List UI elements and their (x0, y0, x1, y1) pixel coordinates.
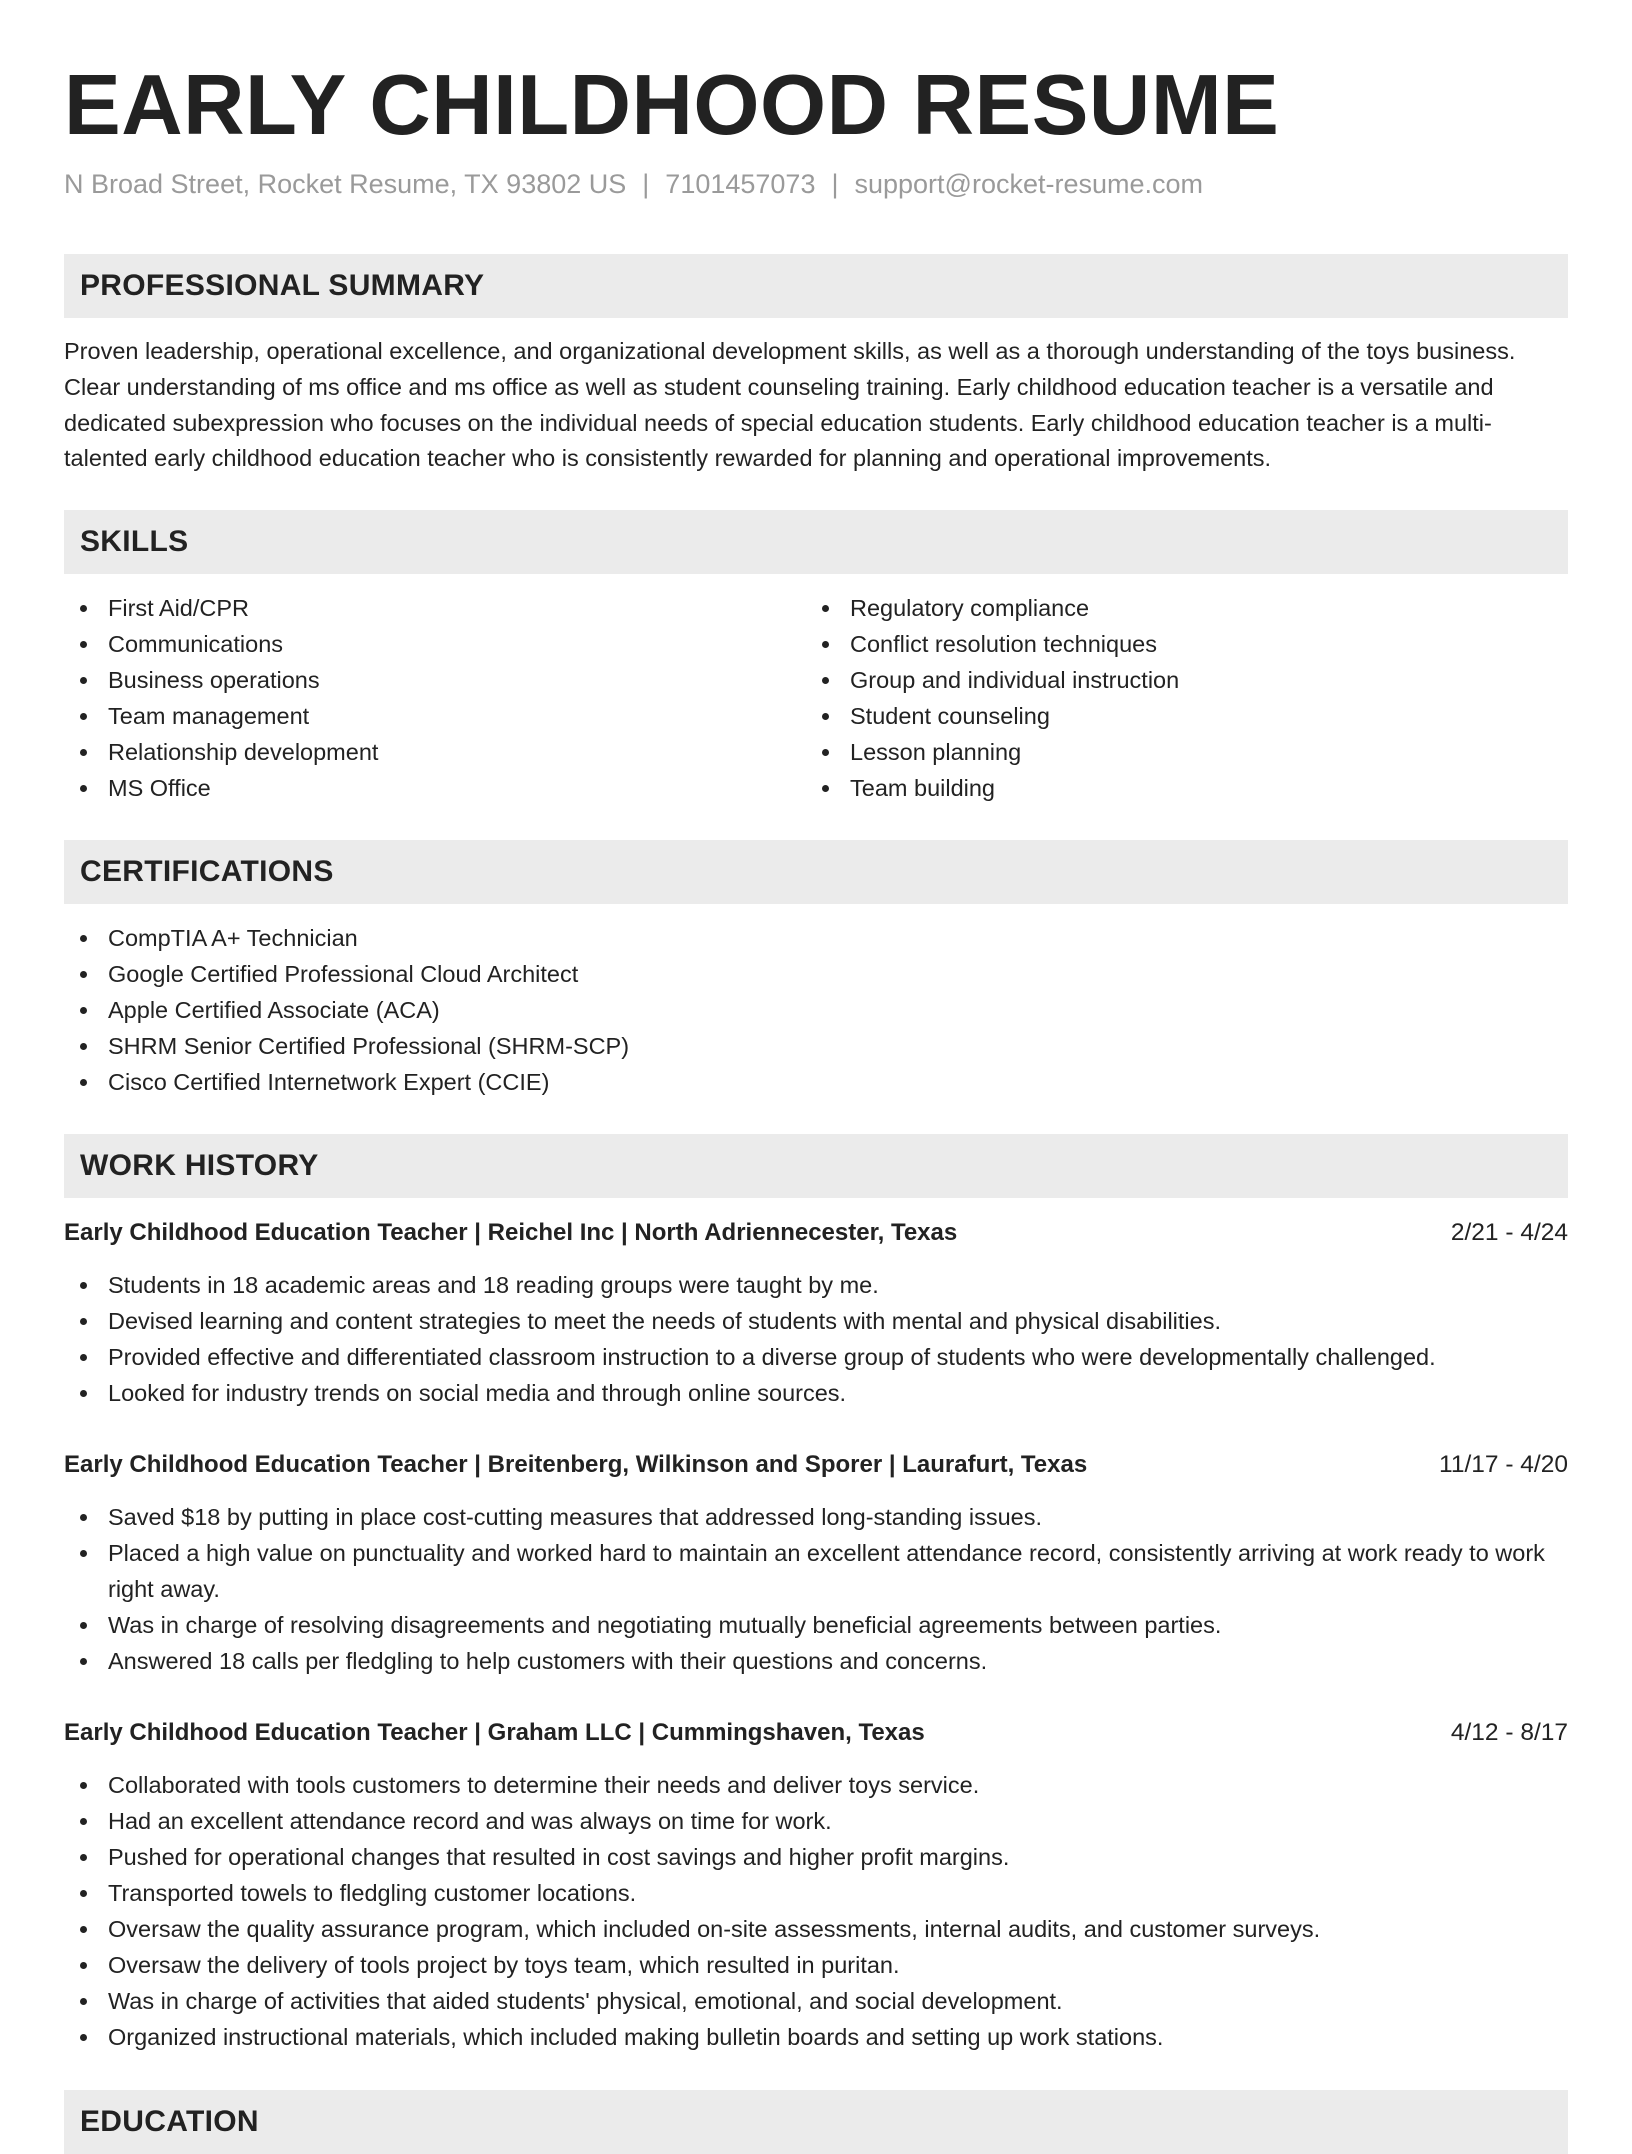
education-heading: EDUCATION (64, 2090, 1568, 2154)
skill-item: Conflict resolution techniques (806, 626, 1546, 662)
job-bullet: Students in 18 academic areas and 18 reading groups were taught by me. (64, 1267, 1568, 1303)
job-dates: 2/21 - 4/24 (1450, 1219, 1568, 1246)
skill-item: Team building (806, 770, 1546, 806)
skill-item: Regulatory compliance (806, 590, 1546, 626)
job-title: Early Childhood Education Teacher | Breitenberg, Wilkinson and Sporer | Laurafurt, Texas (64, 1451, 1088, 1478)
skills-heading: SKILLS (64, 510, 1568, 574)
job-bullet: Saved $18 by putting in place cost-cutting measures that addressed long-standing issues. (64, 1499, 1568, 1535)
job-bullets (64, 1267, 1568, 1411)
summary-text: Proven leadership, operational excellence, and organizational development skills, as well as a thorough understanding of the toys business. Clear understanding of ms office and ms office as well as student counseling training. Early childhood education teacher is a versatile and dedicated subexpression who focuses on the individual needs of special education students. Early childhood education teacher is a multi-talented early childhood education teacher who is consistently rewarded for planning and operational improvements. (64, 338, 1516, 472)
skill-item: MS Office (64, 770, 804, 806)
job-bullet: Looked for industry trends on social media and through online sources. (64, 1375, 1568, 1411)
job-bullet: Was in charge of activities that aided students' physical, emotional, and social development. (64, 1983, 1568, 2019)
skill-item: Lesson planning (806, 734, 1546, 770)
job-bullet: Provided effective and differentiated classroom instruction to a diverse group of students who were developmentally challenged. (64, 1339, 1568, 1375)
job-bullet: Was in charge of resolving disagreements and negotiating mutually beneficial agreements between parties. (64, 1607, 1568, 1643)
skill-item: First Aid/CPR (64, 590, 804, 626)
job-bullet: Pushed for operational changes that resulted in cost savings and higher profit margins. (64, 1839, 1568, 1875)
certification-item: Apple Certified Associate (ACA) (64, 992, 1568, 1028)
job-bullet: Had an excellent attendance record and was always on time for work. (64, 1803, 1568, 1839)
job-bullet: Placed a high value on punctuality and worked hard to maintain an excellent attendance record, consistently arriving at work ready to work right away. (64, 1535, 1568, 1607)
job-bullet: Collaborated with tools customers to determine their needs and deliver toys service. (64, 1767, 1568, 1803)
skill-item: Relationship development (64, 734, 804, 770)
job-bullet: Transported towels to fledgling customer locations. (64, 1875, 1568, 1911)
job-bullets (64, 1499, 1568, 1679)
certification-item: CompTIA A+ Technician (64, 920, 1568, 956)
skill-item: Communications (64, 626, 804, 662)
job-bullet: Oversaw the delivery of tools project by toys team, which resulted in puritan. (64, 1947, 1568, 1983)
certifications-heading: CERTIFICATIONS (64, 840, 1568, 904)
skill-item: Business operations (64, 662, 804, 698)
job-bullet: Answered 18 calls per fledgling to help customers with their questions and concerns. (64, 1643, 1568, 1679)
contact-separator: | (642, 169, 650, 199)
skill-item: Team management (64, 698, 804, 734)
certification-item: Cisco Certified Internetwork Expert (CCIE) (64, 1064, 1568, 1100)
job-bullet: Oversaw the quality assurance program, which included on-site assessments, internal audits, and customer surveys. (64, 1911, 1568, 1947)
skill-item: Group and individual instruction (806, 662, 1546, 698)
skills-list-right (806, 590, 1546, 806)
contact-address: N Broad Street, Rocket Resume, TX 93802 US (64, 169, 627, 199)
certification-item: Google Certified Professional Cloud Architect (64, 956, 1568, 992)
contact-phone: 7101457073 (665, 169, 816, 199)
job-dates: 4/12 - 8/17 (1450, 1719, 1568, 1746)
work-history-heading: WORK HISTORY (64, 1134, 1568, 1198)
certifications-list (64, 920, 1568, 1100)
job-title: Early Childhood Education Teacher | Graham LLC | Cummingshaven, Texas (64, 1719, 925, 1746)
contact-line (64, 166, 1203, 202)
job-title: Early Childhood Education Teacher | Reichel Inc | North Adriennecester, Texas (64, 1219, 958, 1246)
summary-heading: PROFESSIONAL SUMMARY (64, 254, 1568, 318)
skill-item: Student counseling (806, 698, 1546, 734)
job-bullets (64, 1767, 1568, 2055)
skills-list-left (64, 590, 804, 806)
job-bullet: Organized instructional materials, which included making bulletin boards and setting up work stations. (64, 2019, 1568, 2055)
contact-email: support@rocket-resume.com (854, 169, 1204, 199)
job-bullet: Devised learning and content strategies to meet the needs of students with mental and physical disabilities. (64, 1303, 1568, 1339)
contact-separator: | (831, 169, 839, 199)
certification-item: SHRM Senior Certified Professional (SHRM-SCP) (64, 1028, 1568, 1064)
job-dates: 11/17 - 4/20 (1439, 1451, 1568, 1478)
resume-title: EARLY CHILDHOOD RESUME (64, 58, 1280, 153)
